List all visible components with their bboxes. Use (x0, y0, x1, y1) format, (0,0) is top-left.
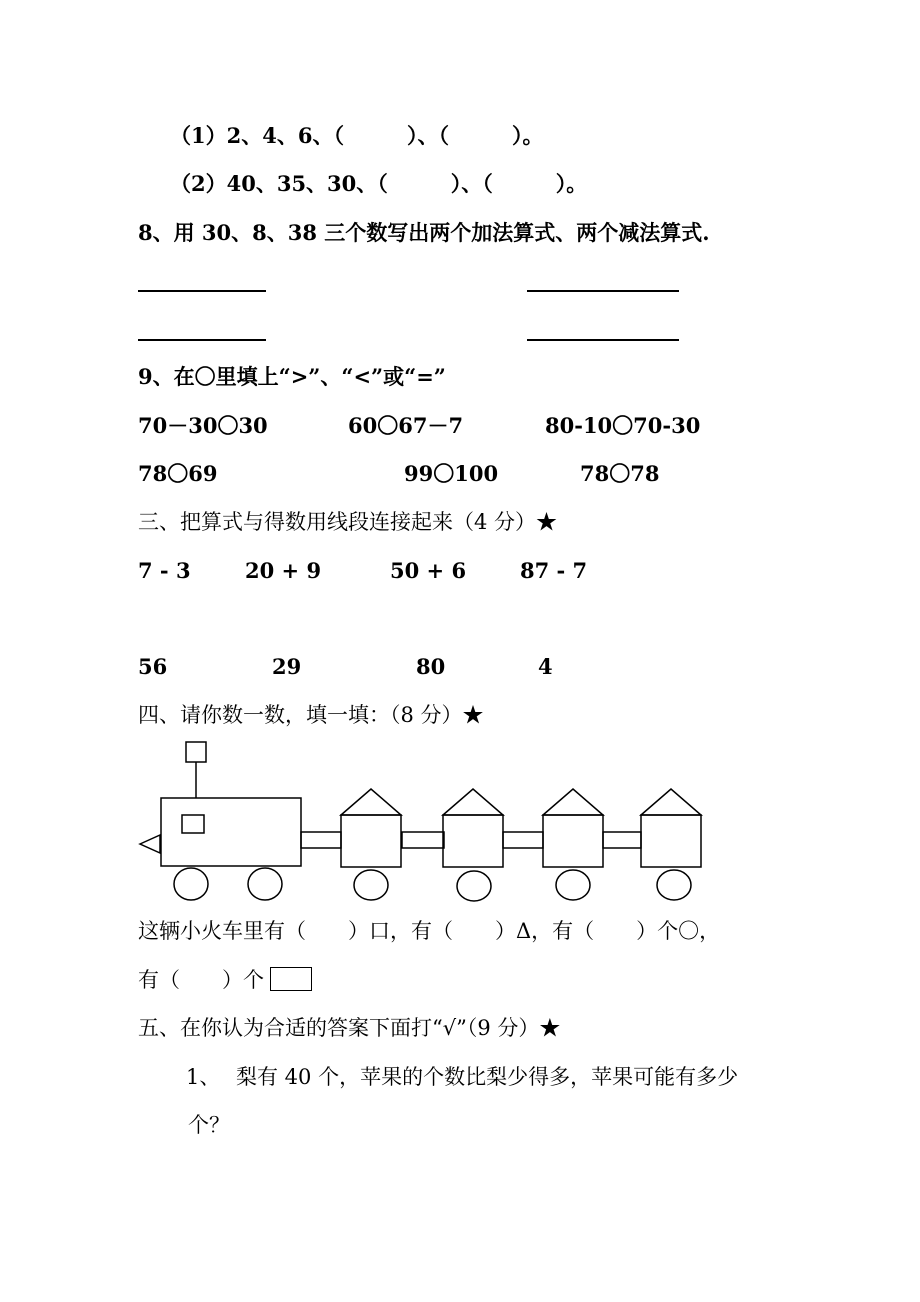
wheel-circle (657, 870, 691, 900)
chimney-square (186, 742, 206, 762)
car-rectangle (641, 815, 701, 867)
rectangle-symbol (270, 967, 312, 991)
connector-rectangle (603, 832, 641, 848)
result-item: 4 (538, 654, 553, 679)
section-4-title: 四、请你数一数，填一填：（8 分）★ (138, 703, 484, 727)
compare-item: 78〇78 (580, 461, 660, 486)
question-9-title: 9、在〇里填上“>”、“<”或“=” (138, 364, 446, 389)
result-item: 80 (416, 654, 446, 679)
question-1-text: 梨有 40 个，苹果的个数比梨少得多，苹果可能有多少 (236, 1065, 739, 1089)
result-item: 29 (272, 654, 302, 679)
wheel-circle (174, 868, 208, 900)
count-fill-text: 有（ ）个 (138, 968, 264, 992)
question-1-text-cont: 个？ (188, 1113, 230, 1137)
roof-triangle (443, 789, 503, 815)
question-1-number: 1、 (186, 1065, 221, 1089)
wheel-circle (248, 868, 282, 900)
compare-item: 78〇69 (138, 461, 218, 486)
section-3-title: 三、把算式与得数用线段连接起来（4 分）★ (138, 510, 558, 534)
roof-triangle (641, 789, 701, 815)
connector-rectangle (503, 832, 543, 848)
compare-item: 70－30〇30 (138, 413, 268, 438)
compare-item: 99〇100 (404, 461, 499, 486)
connector-rectangle (301, 832, 341, 848)
wheel-circle (556, 870, 590, 900)
expression-item: 87 - 7 (520, 558, 588, 583)
car-rectangle (341, 815, 401, 867)
roof-triangle (543, 789, 603, 815)
roof-triangle (341, 789, 401, 815)
expression-item: 7 - 3 (138, 558, 191, 583)
expression-item: 20 + 9 (245, 558, 322, 583)
connector-rectangle (402, 832, 444, 848)
nose-triangle (140, 835, 160, 853)
count-fill-line-1: 这辆小火车里有（ ）口，有（ ）Δ，有（ ）个〇， (138, 919, 721, 943)
sequence-line-2: （2）40、35、30、（ ）、（ ）。 (170, 171, 588, 196)
count-fill-line-2 (138, 966, 312, 994)
compare-item: 60〇67－7 (348, 413, 464, 438)
car-rectangle (443, 815, 503, 867)
window-square (182, 815, 204, 833)
section-5-title: 五、在你认为合适的答案下面打“√”（9 分）★ (138, 1016, 561, 1040)
question-8-title: 8、用 30、8、38 三个数写出两个加法算式、两个减法算式. (138, 220, 710, 245)
sequence-line-1: （1）2、4、6、（ ）、（ ）。 (170, 123, 544, 148)
result-item: 56 (138, 654, 168, 679)
car-rectangle (543, 815, 603, 867)
wheel-circle (457, 871, 491, 901)
compare-item: 80-10〇70-30 (545, 413, 701, 438)
expression-item: 50 + 6 (390, 558, 467, 583)
wheel-circle (354, 870, 388, 900)
